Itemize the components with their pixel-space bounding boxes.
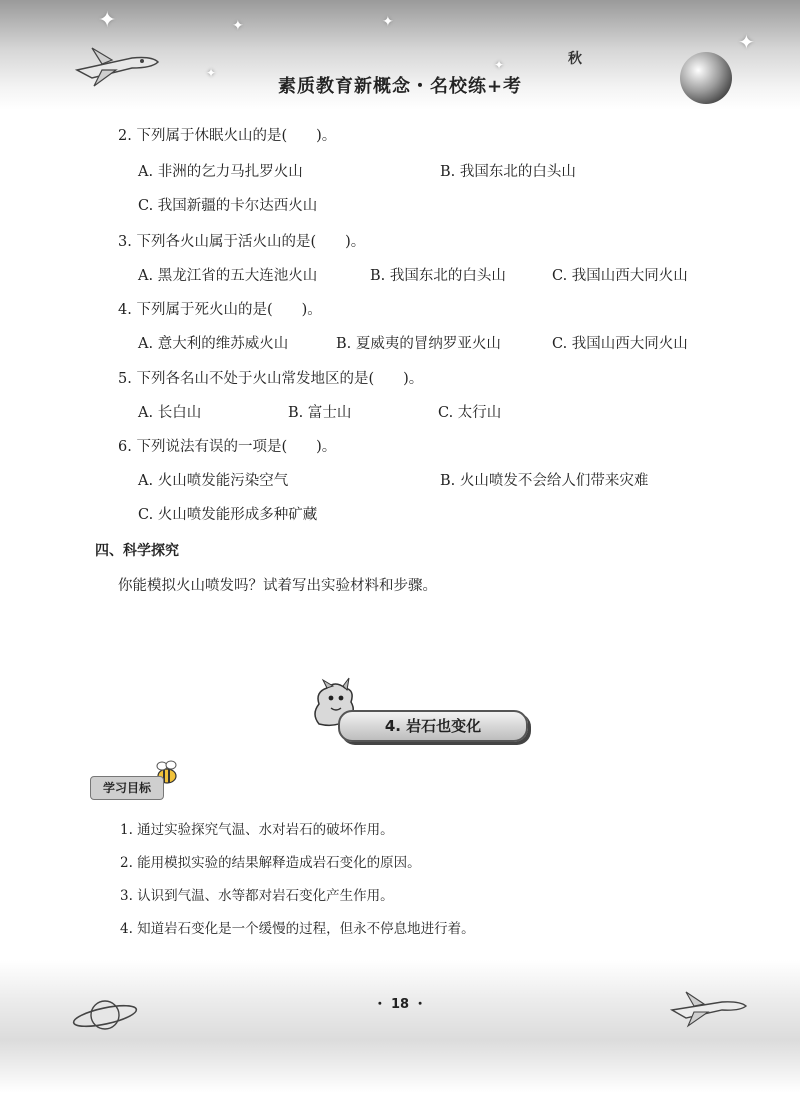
question-option: C. 我国新疆的卡尔达西火山 (138, 198, 318, 214)
star-icon: ✦ (206, 66, 217, 80)
question-option: C. 我国山西大同火山 (552, 336, 688, 352)
page-number: ・ 18 ・ (373, 997, 427, 1012)
question-option: A. 非洲的乞力马扎罗火山 (138, 164, 303, 180)
page-header-title: 素质教育新概念・名校练+考 (277, 76, 523, 97)
star-icon: ✦ (232, 18, 244, 34)
question-option: C. 火山喷发能形成多种矿藏 (138, 507, 318, 523)
question-option: B. 富士山 (288, 405, 352, 421)
goal-item: 2. 能用模拟实验的结果解释造成岩石变化的原因。 (120, 855, 421, 871)
season-label: 秋 (568, 51, 582, 67)
goal-item: 3. 认识到气温、水等都对岩石变化产生作用。 (120, 888, 394, 904)
question-option: B. 夏威夷的冒纳罗亚火山 (336, 336, 501, 352)
star-icon: ✦ (98, 8, 117, 33)
question-option: B. 我国东北的白头山 (440, 164, 576, 180)
lesson-title-banner: 4. 岩石也变化 (338, 710, 528, 742)
section-prompt: 你能模拟火山喷发吗？试着写出实验材料和步骤。 (118, 578, 437, 594)
question-stem: 6. 下列说法有误的一项是( )。 (118, 439, 337, 455)
learning-goals-tag: 学习目标 (90, 776, 164, 800)
star-icon: ✦ (382, 14, 394, 30)
question-option: B. 我国东北的白头山 (370, 268, 506, 284)
goal-item: 1. 通过实验探究气温、水对岩石的破坏作用。 (120, 822, 394, 838)
question-option: C. 我国山西大同火山 (552, 268, 688, 284)
question-option: C. 太行山 (438, 405, 502, 421)
question-option: A. 火山喷发能污染空气 (138, 473, 289, 489)
question-stem: 3. 下列各火山属于活火山的是( )。 (118, 234, 366, 250)
goal-item: 4. 知道岩石变化是一个缓慢的过程，但永不停息地进行着。 (120, 921, 475, 937)
question-option: A. 长白山 (138, 405, 202, 421)
question-stem: 5. 下列各名山不处于火山常发地区的是( )。 (118, 371, 424, 387)
question-option: B. 火山喷发不会给人们带来灾难 (440, 473, 649, 489)
star-icon: ✦ (494, 58, 505, 72)
question-option: A. 黑龙江省的五大连池火山 (138, 268, 318, 284)
question-stem: 2. 下列属于休眠火山的是( )。 (118, 128, 337, 144)
star-icon: ✦ (738, 30, 755, 54)
question-option: A. 意大利的维苏威火山 (138, 336, 289, 352)
section-heading: 四、科学探究 (95, 543, 179, 559)
question-stem: 4. 下列属于死火山的是( )。 (118, 302, 322, 318)
